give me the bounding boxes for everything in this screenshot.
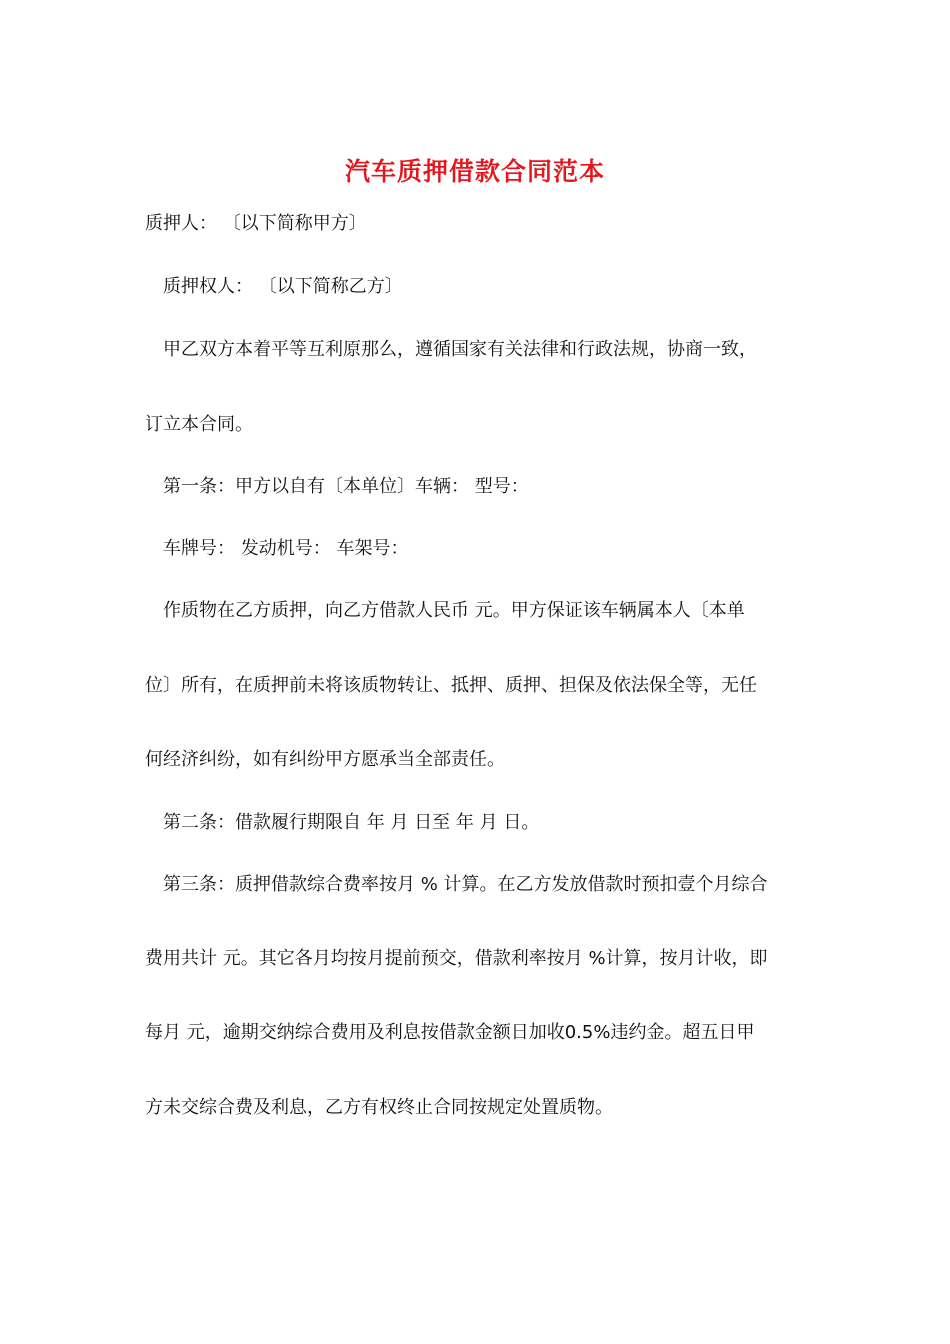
preamble-line-2: 订立本合同。 [145,414,253,435]
article-3-line-3: 每月 元，逾期交纳综合费用及利息按借款金额日加收0.5%违约金。超五日甲 [145,1022,755,1043]
document-title: 汽车质押借款合同范本 [344,157,605,186]
article-2-line: 第二条：借款履行期限自 年 月 日至 年 月 日。 [163,812,540,833]
article-1-line-1: 第一条：甲方以自有〔本单位〕车辆： 型号： [163,476,529,497]
article-3-line-1: 第三条：质押借款综合费率按月 % 计算。在乙方发放借款时预扣壹个月综合 [163,874,768,895]
pledgee-line: 质押权人： 〔以下简称乙方〕 [163,276,403,297]
preamble-line-1: 甲乙双方本着平等互利原那么，遵循国家有关法律和行政法规，协商一致， [163,339,757,360]
article-1-line-4: 位〕所有，在质押前未将该质物转让、抵押、质押、担保及依法保全等，无任 [145,675,757,696]
article-3-line-4: 方未交综合费及利息，乙方有权终止合同按规定处置质物。 [145,1097,613,1118]
article-1-line-2: 车牌号： 发动机号： 车架号： [163,538,409,559]
article-3-line-2: 费用共计 元。其它各月均按月提前预交，借款利率按月 %计算，按月计收，即 [145,948,768,969]
pledgor-line: 质押人： 〔以下简称甲方〕 [145,213,367,234]
article-1-line-5: 何经济纠纷，如有纠纷甲方愿承当全部责任。 [145,749,505,770]
article-1-line-3: 作质物在乙方质押，向乙方借款人民币 元。甲方保证该车辆属本人〔本单 [163,600,745,621]
